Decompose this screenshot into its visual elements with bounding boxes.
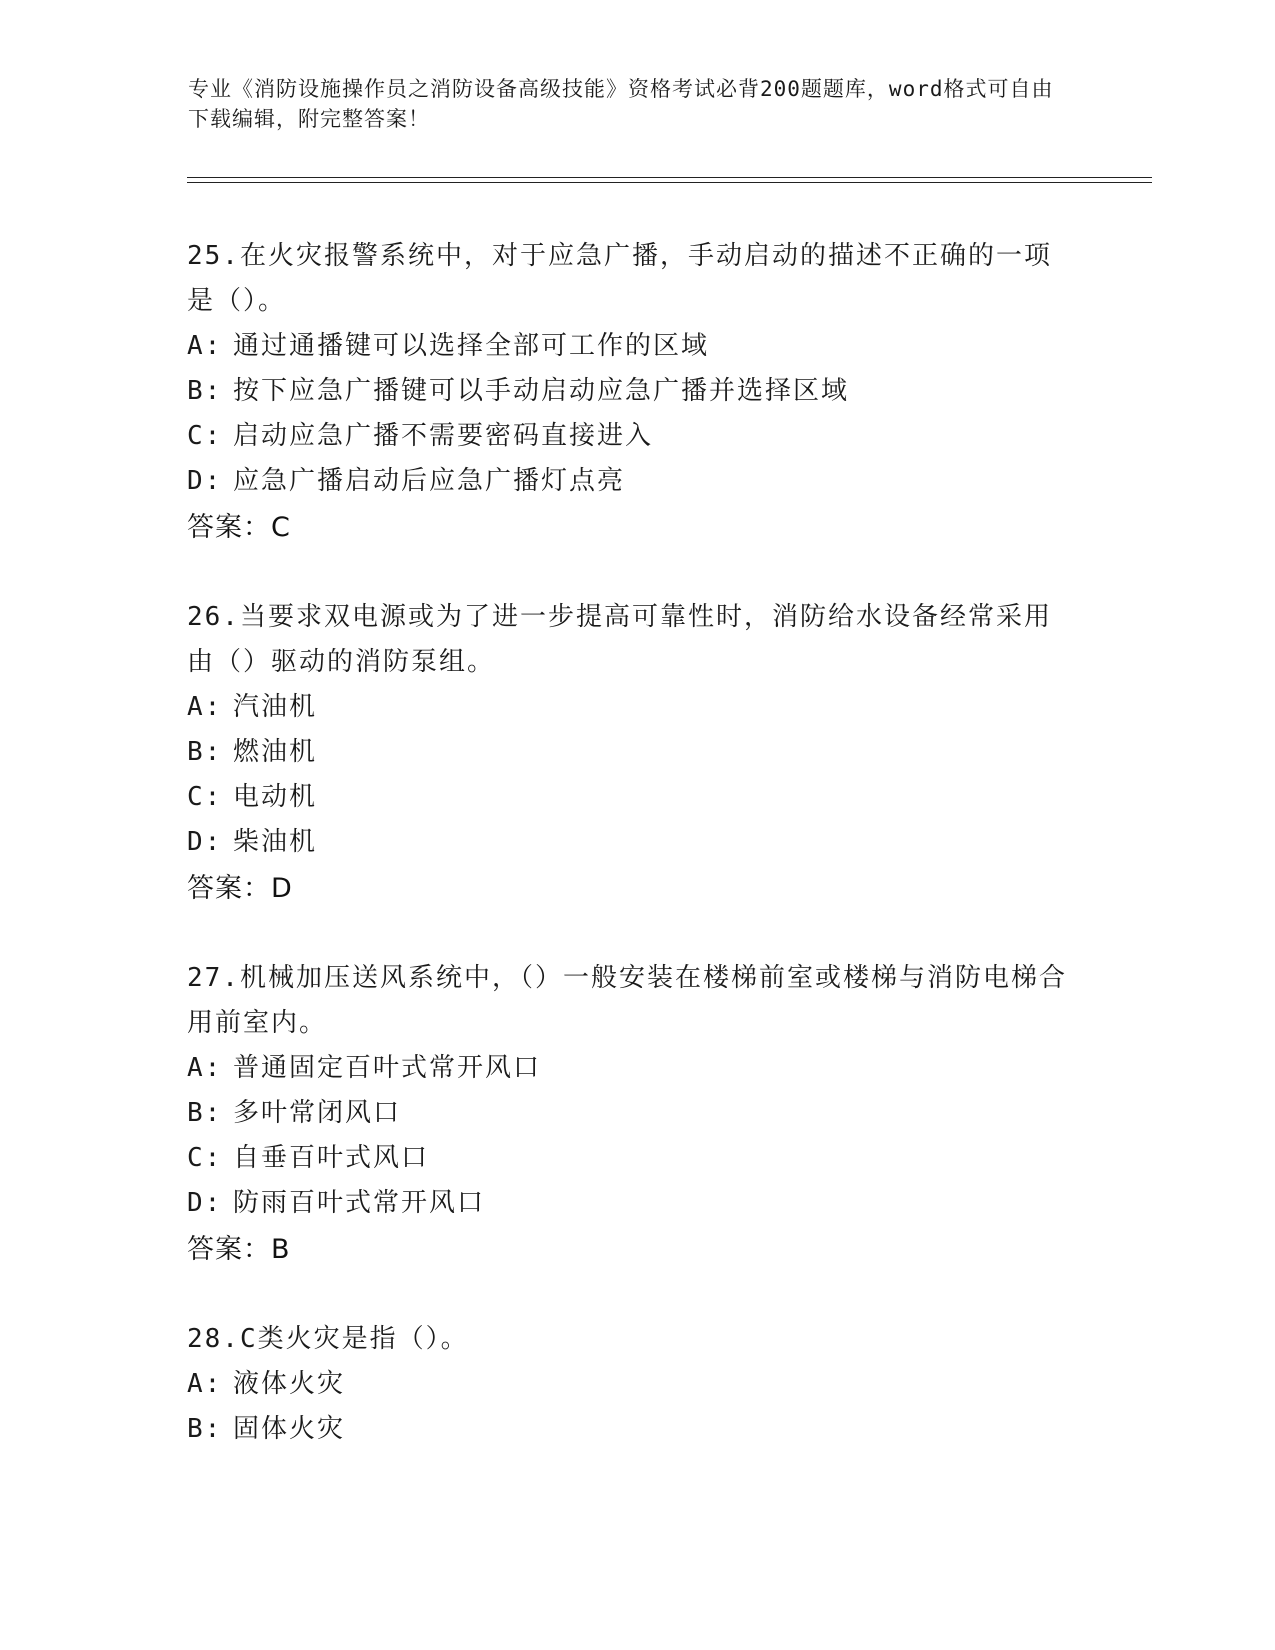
option-b	[187, 730, 1067, 775]
question-25	[187, 234, 1067, 551]
answer-line: 答案：D	[187, 873, 293, 904]
option-text: 按下应急广播键可以手动启动应急广播并选择区域	[233, 376, 850, 406]
document-header: 专业《消防设施操作员之消防设备高级技能》资格考试必背200题题库，word格式可自由下载编辑，附完整答案！	[188, 77, 1054, 131]
question-stem: 28.C类火灾是指（）。	[187, 1324, 469, 1354]
option-a	[187, 1046, 1067, 1091]
question-stem: 27.机械加压送风系统中，（）一般安装在楼梯前室或楼梯与消防电梯合用前室内。	[187, 963, 1067, 1038]
header-divider-bottom	[187, 182, 1152, 183]
option-text: 自垂百叶式风口	[233, 1143, 430, 1173]
option-text: 燃油机	[233, 737, 318, 767]
option-text: 电动机	[233, 782, 318, 812]
option-b	[187, 1407, 1067, 1452]
option-text: 多叶常闭风口	[233, 1098, 402, 1128]
question-stem: 25.在火灾报警系统中，对于应急广播，手动启动的描述不正确的一项是（）。	[187, 241, 1052, 316]
option-key: D:	[187, 466, 223, 496]
option-a	[187, 685, 1067, 730]
answer-line: 答案：B	[187, 1234, 291, 1265]
option-b	[187, 369, 1067, 414]
question-26	[187, 595, 1067, 912]
option-key: B:	[187, 1098, 223, 1128]
option-key: B:	[187, 737, 223, 767]
option-key: A:	[187, 692, 223, 722]
option-c	[187, 775, 1067, 820]
header-divider-top	[187, 177, 1152, 178]
option-d	[187, 1181, 1067, 1226]
option-key: A:	[187, 331, 223, 361]
option-key: B:	[187, 376, 223, 406]
option-b	[187, 1091, 1067, 1136]
option-key: A:	[187, 1053, 223, 1083]
option-a	[187, 1362, 1067, 1407]
option-key: C:	[187, 421, 223, 451]
option-text: 液体火灾	[233, 1369, 346, 1399]
question-stem: 26.当要求双电源或为了进一步提高可靠性时，消防给水设备经常采用由（）驱动的消防泵组。	[187, 602, 1052, 677]
option-c	[187, 414, 1067, 459]
option-key: A:	[187, 1369, 223, 1399]
question-list	[187, 234, 1067, 1496]
option-key: B:	[187, 1414, 223, 1444]
option-a	[187, 324, 1067, 369]
answer-line: 答案：C	[187, 512, 291, 543]
option-c	[187, 1136, 1067, 1181]
option-key: C:	[187, 782, 223, 812]
option-text: 固体火灾	[233, 1414, 346, 1444]
option-text: 应急广播启动后应急广播灯点亮	[233, 466, 626, 496]
option-text: 柴油机	[233, 827, 318, 857]
question-27	[187, 956, 1067, 1273]
option-text: 普通固定百叶式常开风口	[233, 1053, 542, 1083]
option-text: 通过通播键可以选择全部可工作的区域	[233, 331, 710, 361]
option-d	[187, 820, 1067, 865]
option-text: 防雨百叶式常开风口	[233, 1188, 486, 1218]
option-text: 启动应急广播不需要密码直接进入	[233, 421, 654, 451]
question-28	[187, 1317, 1067, 1452]
option-key: C:	[187, 1143, 223, 1173]
option-d	[187, 459, 1067, 504]
option-text: 汽油机	[233, 692, 318, 722]
option-key: D:	[187, 1188, 223, 1218]
option-key: D:	[187, 827, 223, 857]
